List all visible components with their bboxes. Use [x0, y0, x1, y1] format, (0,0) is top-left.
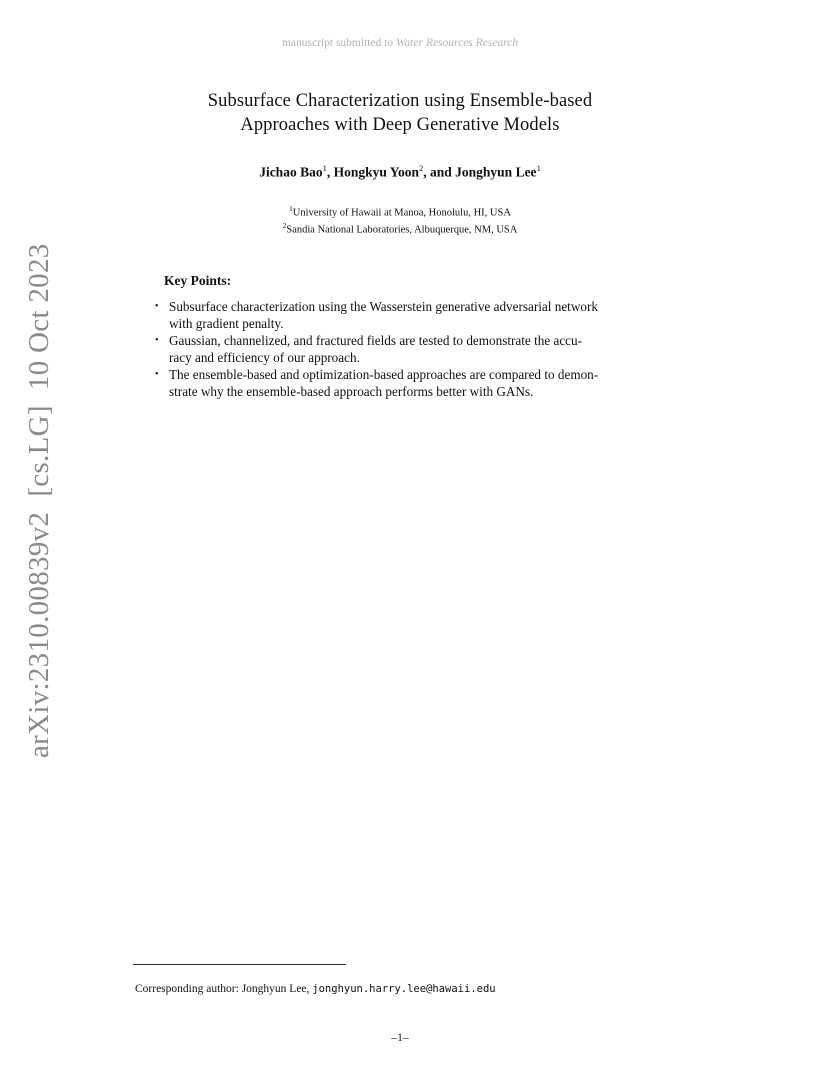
footnote-author: Jonghyun Lee, — [241, 983, 310, 995]
key-point-item — [152, 298, 652, 332]
manuscript-header — [0, 37, 800, 49]
author-name: Jonghyun Lee — [455, 164, 537, 180]
key-point-line: strate why the ensemble-based approach performs better with GANs. — [169, 384, 534, 399]
key-point-item — [152, 332, 652, 366]
author-separator: , and — [423, 164, 456, 180]
author-affil-mark: 1 — [322, 163, 327, 173]
affil-text: University of Hawaii at Manoa, Honolulu, HI, USA — [292, 207, 511, 219]
author-name: Hongkyu Yoon — [333, 164, 419, 180]
key-points-list — [152, 298, 652, 400]
key-point-line: The ensemble-based and optimization-based approaches are compared to demon- — [169, 367, 599, 382]
affiliation-list — [0, 203, 800, 237]
affiliation — [0, 203, 800, 220]
footnote-divider — [133, 964, 346, 965]
footnote-label: Corresponding author: — [135, 983, 239, 995]
title-line-2: Approaches with Deep Generative Models — [240, 115, 560, 135]
page-number: –1– — [391, 1032, 409, 1044]
arxiv-identifier-stamp: arXiv:2310.00839v2 [cs.LG] 10 Oct 2023 — [23, 243, 55, 758]
author-affil-mark: 1 — [536, 163, 541, 173]
key-point-line: Subsurface characterization using the Wasserstein generative adversarial network — [169, 299, 598, 314]
corresponding-author-footnote — [135, 983, 496, 995]
affil-mark: 2 — [282, 221, 287, 230]
bullet-icon: • — [155, 301, 159, 312]
key-points-heading: Key Points: — [164, 273, 232, 288]
paper-title — [130, 89, 670, 137]
title-line-1: Subsurface Characterization using Ensemble-based — [207, 91, 593, 111]
author-separator: , — [326, 164, 334, 180]
bullet-icon: • — [155, 335, 159, 346]
key-point-item — [152, 366, 652, 400]
header-prefix: manuscript submitted to — [281, 37, 394, 49]
bullet-icon: • — [155, 369, 159, 380]
affil-mark: 1 — [289, 204, 293, 213]
key-point-line: with gradient penalty. — [169, 316, 284, 331]
author-name: Jichao Bao — [259, 164, 323, 180]
author-affil-mark: 2 — [419, 163, 424, 173]
author-email: jonghyun.harry.lee@hawaii.edu — [312, 983, 496, 995]
affiliation — [0, 220, 800, 237]
journal-name: Water Resources Research — [396, 37, 519, 49]
affil-text: Sandia National Laboratories, Albuquerque, NM, USA — [286, 224, 518, 236]
key-point-line: racy and efficiency of our approach. — [169, 350, 360, 365]
author-list — [0, 163, 800, 181]
key-point-line: Gaussian, channelized, and fractured fields are tested to demonstrate the accu- — [169, 333, 583, 348]
